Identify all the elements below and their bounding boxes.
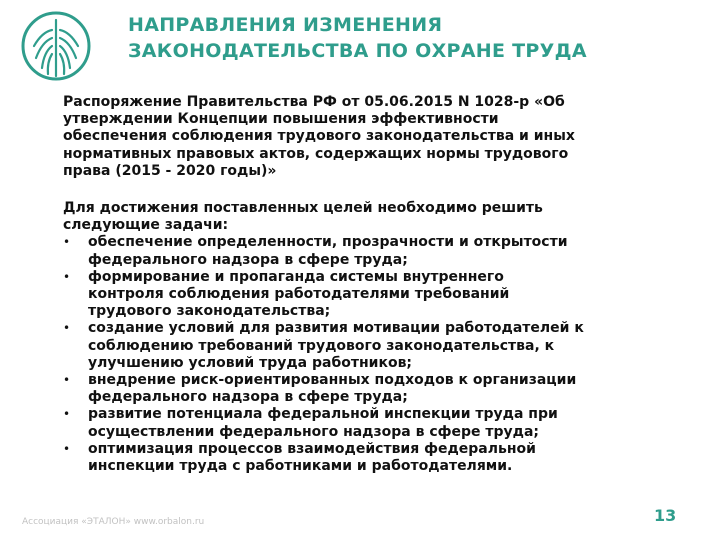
bullet: • <box>63 373 71 388</box>
task-line: федерального надзора в сфере труда; <box>88 251 408 268</box>
tasks-list <box>63 234 693 475</box>
intro-line: права (2015 - 2020 годы)» <box>63 162 277 179</box>
page-number: 13 <box>654 506 677 525</box>
task-line: улучшению условий труда работников; <box>88 354 413 371</box>
task-line: соблюдению требований трудового законодательства, к <box>88 337 555 354</box>
tasks-intro-paragraph <box>63 200 693 234</box>
title-line: ЗАКОНОДАТЕЛЬСТВА ПО ОХРАНЕ ТРУДА <box>128 40 587 62</box>
task-line: инспекции труда с работниками и работодателями. <box>88 458 513 475</box>
bullet: • <box>63 441 71 456</box>
intro-paragraph <box>63 94 693 180</box>
bullet: • <box>63 407 71 422</box>
task-line: контроля соблюдения работодателями требований <box>88 286 510 303</box>
page-title <box>128 12 698 64</box>
task-item <box>63 234 693 268</box>
task-line: трудового законодательства; <box>88 303 331 320</box>
task-line: формирование и пропаганда системы внутреннего <box>88 268 504 285</box>
task-item <box>63 372 693 406</box>
task-line: создание условий для развития мотивации работодателей к <box>88 320 584 337</box>
tasks-intro-line: Для достижения поставленных целей необходимо решить <box>63 200 543 217</box>
title-line: НАПРАВЛЕНИЯ ИЗМЕНЕНИЯ <box>128 14 443 36</box>
task-line: осуществлении федерального надзора в сфере труда; <box>88 423 540 440</box>
intro-line: обеспечения соблюдения трудового законодательства и иных <box>63 128 575 145</box>
main-content <box>63 94 693 475</box>
intro-line: Распоряжение Правительства РФ от 05.06.2015 N 1028-р «Об <box>63 94 565 110</box>
etalon-logo <box>20 10 92 82</box>
task-line: обеспечение определенности, прозрачности и открытости <box>88 234 568 251</box>
intro-line: нормативных правовых актов, содержащих нормы трудового <box>63 145 569 162</box>
bullet: • <box>63 269 71 284</box>
bullet: • <box>63 321 71 336</box>
task-line: внедрение риск-ориентированных подходов к организации <box>88 372 577 389</box>
task-item <box>63 269 693 321</box>
footer-text: Ассоциация «ЭТАЛОН» www.orbalon.ru <box>22 517 205 527</box>
task-item <box>63 320 693 372</box>
task-line: оптимизация процессов взаимодействия федеральной <box>88 440 536 457</box>
task-line: развитие потенциала федеральной инспекции труда при <box>88 406 558 423</box>
bullet: • <box>63 235 71 250</box>
task-item <box>63 406 693 440</box>
intro-line: утверждении Концепции повышения эффективности <box>63 111 499 128</box>
task-line: федерального надзора в сфере труда; <box>88 389 408 406</box>
etalon-emblem-icon <box>20 10 92 82</box>
task-item <box>63 441 693 475</box>
tasks-intro-line: следующие задачи: <box>63 217 229 234</box>
